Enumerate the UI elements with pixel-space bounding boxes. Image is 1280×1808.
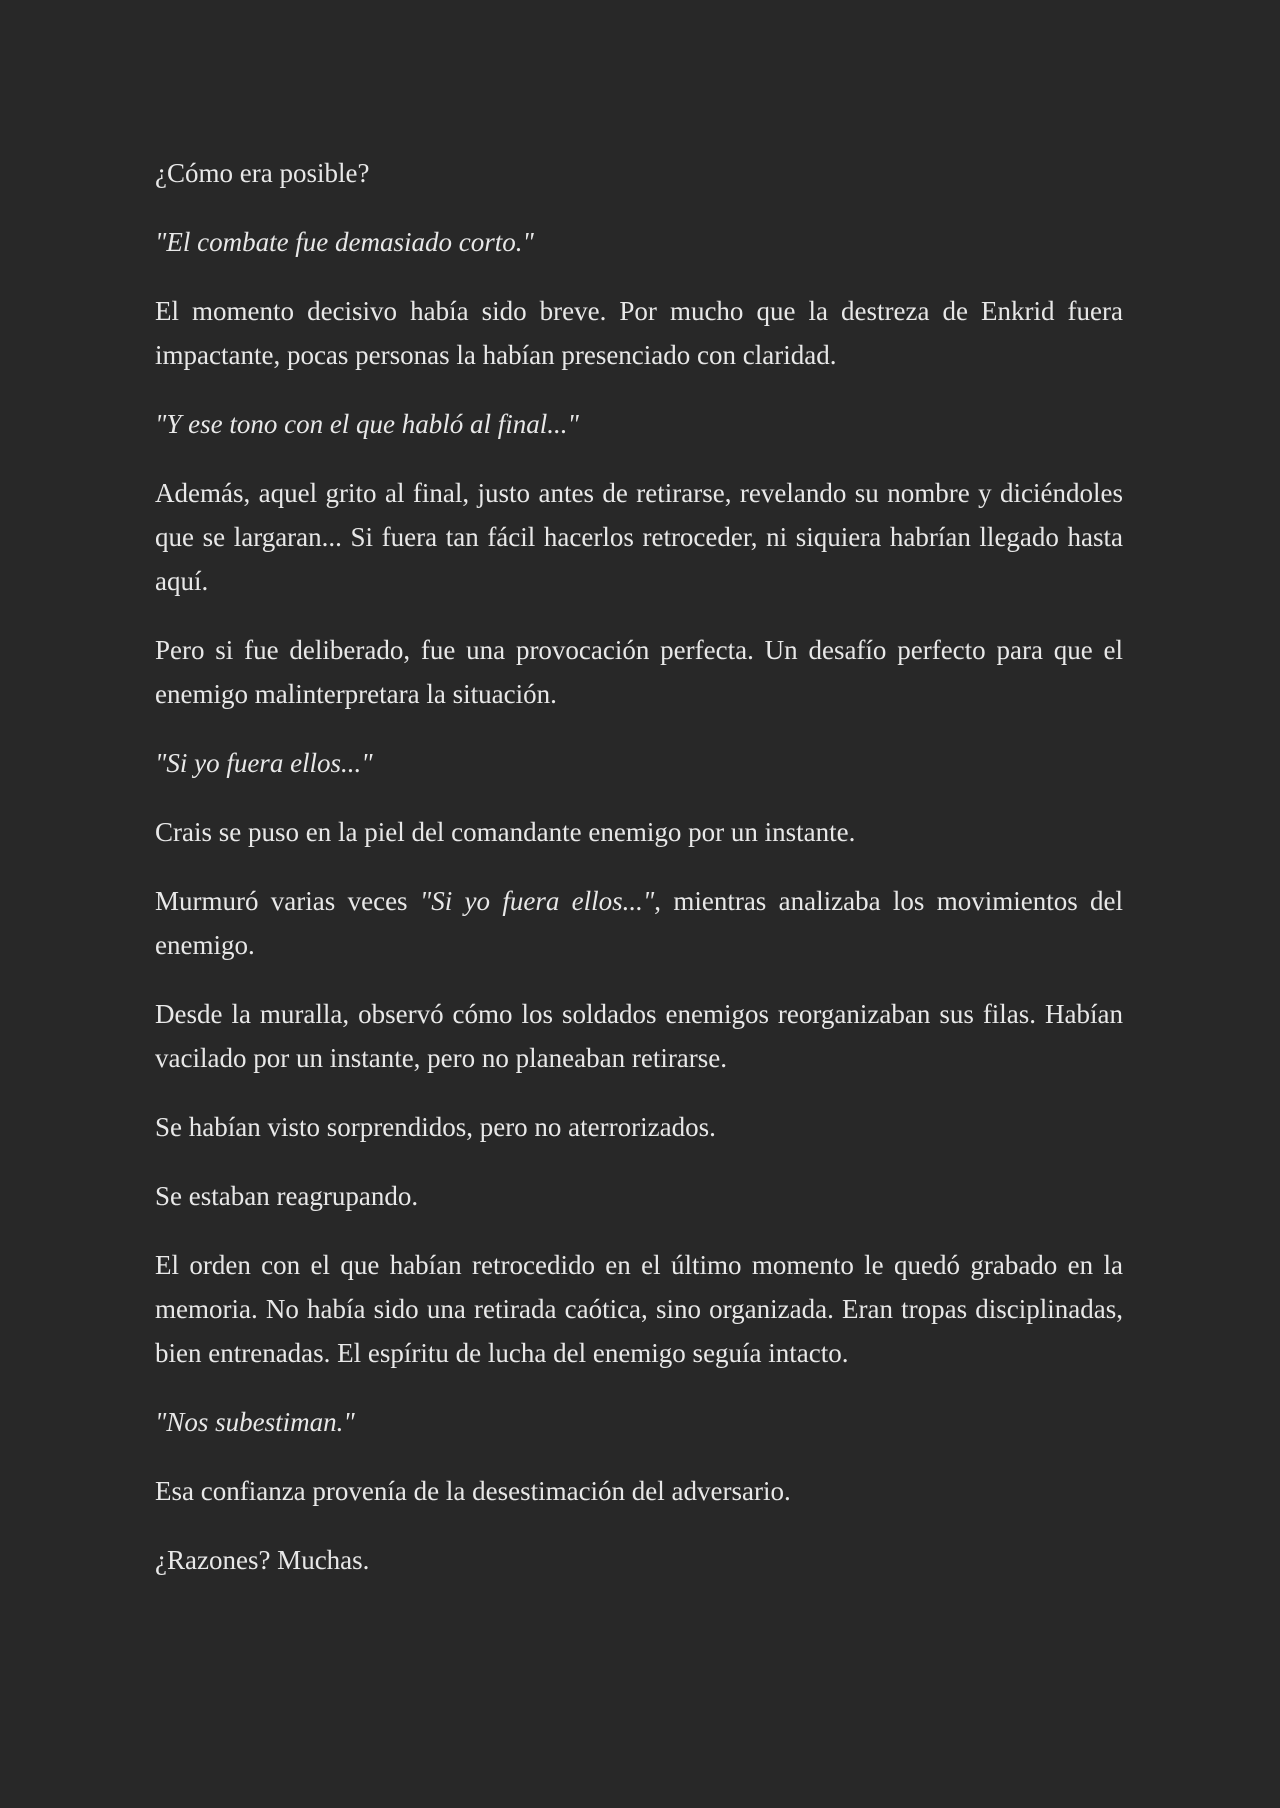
text-segment: , mientras analizaba los movimientos del enemigo. [155, 886, 1124, 960]
dialogue-paragraph: "El combate fue demasiado corto." [155, 227, 534, 257]
dialogue-paragraph: "Si yo fuera ellos..." [155, 748, 373, 778]
paragraph: Desde la muralla, observó cómo los soldados enemigos reorganizaban sus filas. Habían vacilado por un instante, pero no planeaban retirarse. [155, 999, 1123, 1073]
paragraph: Además, aquel grito al final, justo antes de retirarse, revelando su nombre y diciéndoles que se largaran... Si fuera tan fácil hacerlos retroceder, ni siquiera habrían llegado hasta aquí. [155, 478, 1123, 596]
paragraph: ¿Razones? Muchas. [155, 1545, 370, 1575]
text-segment: Murmuró varias veces [155, 886, 420, 916]
paragraph: Pero si fue deliberado, fue una provocación perfecta. Un desafío perfecto para que el enemigo malinterpretara la situación. [155, 635, 1123, 709]
dialogue-paragraph: "Y ese tono con el que habló al final..." [155, 409, 579, 439]
paragraph: Crais se puso en la piel del comandante enemigo por un instante. [155, 817, 856, 847]
paragraph: Esa confianza provenía de la desestimación del adversario. [155, 1476, 791, 1506]
paragraph: El momento decisivo había sido breve. Por mucho que la destreza de Enkrid fuera impactante, pocas personas la habían presenciado con claridad. [155, 296, 1123, 370]
paragraph-mixed [155, 879, 1123, 967]
paragraph: Se habían visto sorprendidos, pero no aterrorizados. [155, 1112, 716, 1142]
paragraph: ¿Cómo era posible? [155, 158, 370, 188]
paragraph: Se estaban reagrupando. [155, 1181, 419, 1211]
emphasis-segment: "Si yo fuera ellos..." [419, 886, 655, 916]
paragraph: El orden con el que habían retrocedido en el último momento le quedó grabado en la memoria. No había sido una retirada caótica, sino organizada. Eran tropas disciplinadas, bien entrenadas. El espíritu de lucha del enemigo seguía intacto. [155, 1250, 1123, 1368]
dialogue-paragraph: "Nos subestiman." [155, 1407, 355, 1437]
